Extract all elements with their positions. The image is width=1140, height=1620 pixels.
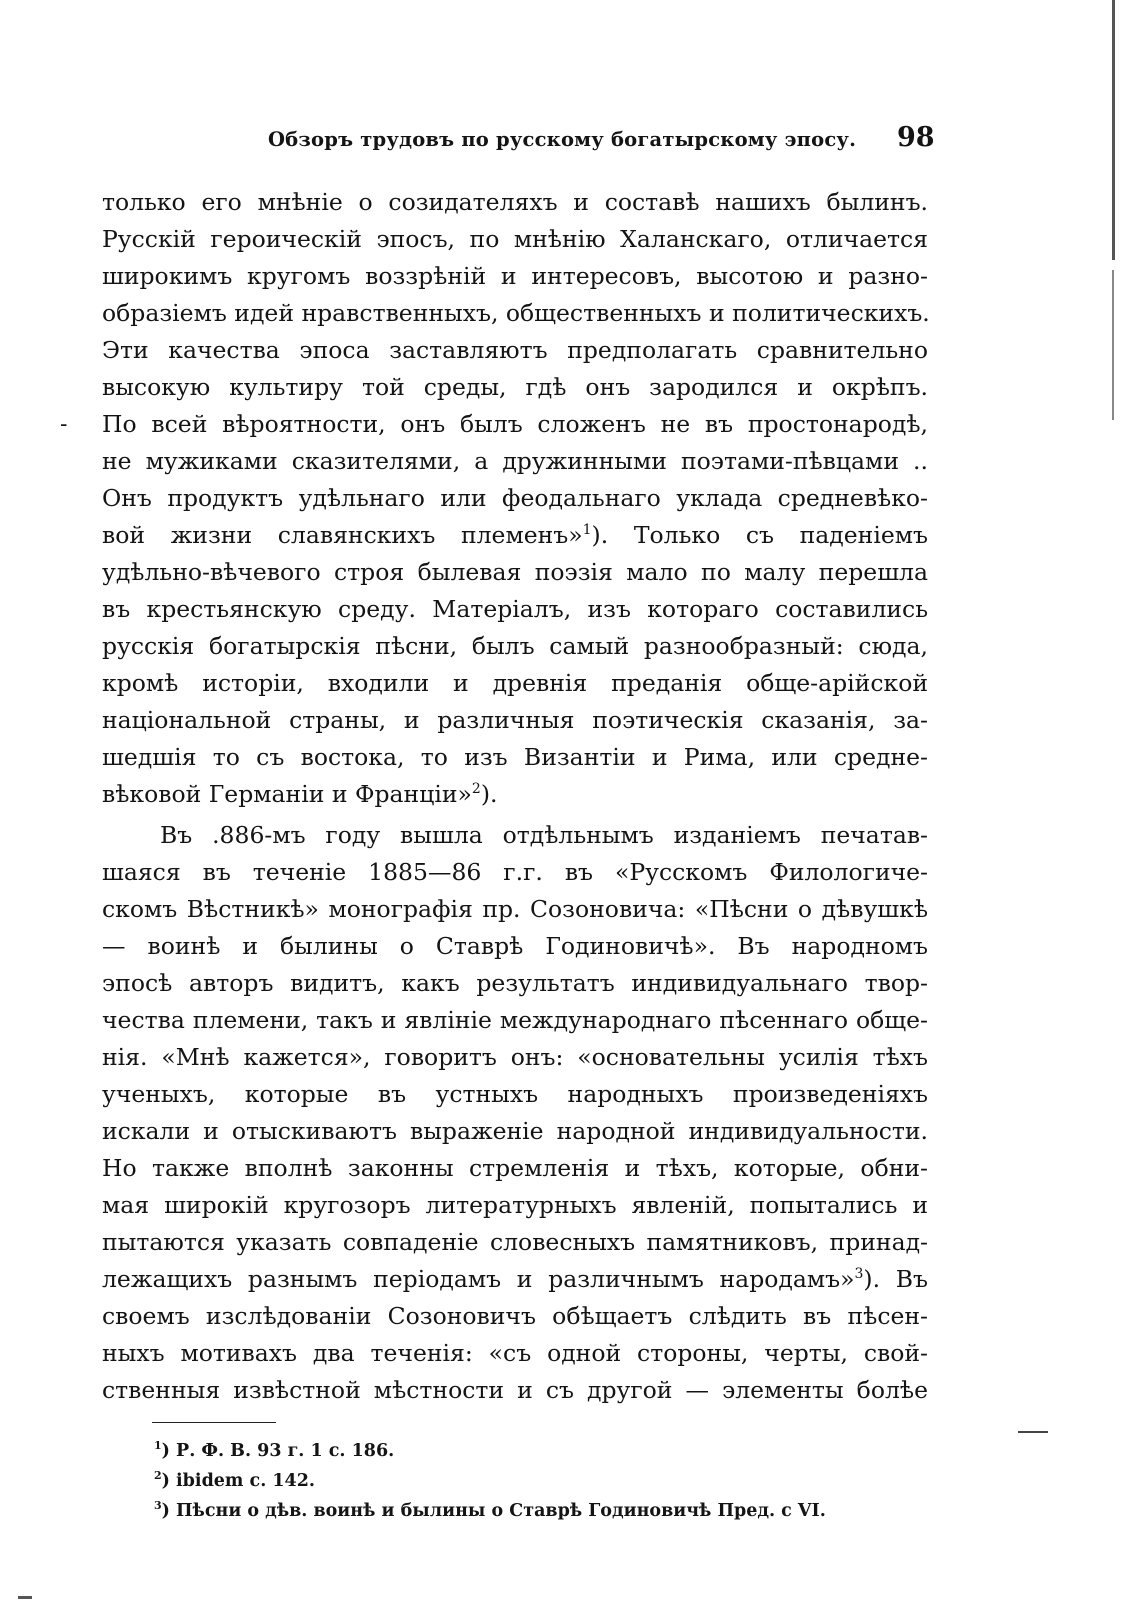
footnote-mark: 2 — [154, 1469, 162, 1482]
footnote-ref-2: 2 — [471, 781, 481, 797]
footnote: $^1$) Р. Ф. В. 93 г. 1 с. 186. — [154, 1439, 395, 1461]
page-number: 98 — [897, 122, 935, 153]
text-line — [102, 1261, 928, 1298]
text-line: Онъ продуктъ удѣльнаго или феодальнаго уклада средневѣко- — [102, 484, 928, 512]
text-line: образіемъ идей нравственныхъ, общественныхъ и политическихъ. — [102, 299, 930, 327]
text-line: ственныя извѣстной мѣстности и съ другой — элементы болѣе — [102, 1376, 928, 1404]
text-line: своемъ изслѣдованіи Созоновичъ обѣщаетъ слѣдить въ пѣсен- — [102, 1302, 928, 1330]
text-line: чества племени, такъ и явлініе международнаго пѣсеннаго обще- — [102, 1006, 928, 1034]
text-segment: ). Только съ паденіемъ — [591, 521, 928, 549]
footnote-ref-1: 1 — [582, 522, 592, 538]
text-line: широкимъ кругомъ воззрѣній и интересовъ, высотою и разно- — [102, 262, 928, 290]
footnote-ref-3: 3 — [854, 1266, 864, 1282]
footnote-text: ibidem с. 142. — [176, 1471, 316, 1491]
text-line: нія. «Мнѣ кажется», говоритъ онъ: «основательны усилія тѣхъ — [102, 1043, 928, 1071]
footnote-mark: 1 — [154, 1439, 162, 1452]
text-line: шедшія то съ востока, то изъ Византіи и Рима, или средне- — [102, 743, 928, 771]
footnote: $^3$) Пѣсни о дѣв. воинѣ и былины о Ставрѣ Годиновичѣ Пред. с VI. — [154, 1499, 826, 1521]
text-line — [102, 776, 928, 813]
text-line: высокую культиру той среды, гдѣ онъ зародился и окрѣпъ. — [102, 373, 928, 401]
scan-speck — [1018, 1431, 1048, 1433]
text-line: національной страны, и различныя поэтическія сказанія, за- — [102, 706, 928, 734]
text-line: По всей вѣроятности, онъ былъ сложенъ не въ простонародѣ, — [102, 410, 928, 438]
footnote-text: Р. Ф. В. 93 г. 1 с. 186. — [176, 1441, 395, 1461]
text-line: скомъ Вѣстникѣ» монографія пр. Созоновича: «Пѣсни о дѣвушкѣ — [102, 895, 928, 923]
text-line — [102, 517, 928, 554]
text-line: Въ .886-мъ году вышла отдѣльнымъ изданіемъ печатав- — [160, 821, 928, 849]
body-text — [102, 184, 928, 1409]
text-line: кромѣ исторіи, входили и древнія преданія обще-арійской — [102, 669, 928, 697]
scan-speck — [18, 1596, 32, 1599]
text-line: удѣльно-вѣчевого строя былевая поэзія мало по малу перешла — [102, 558, 928, 586]
text-line: мая широкій кругозоръ литературныхъ явленій, попытались и — [102, 1191, 928, 1219]
footnote-text: Пѣсни о дѣв. воинѣ и былины о Ставрѣ Годиновичѣ Пред. с VI. — [176, 1501, 826, 1521]
footnote: $^2$) ibidem с. 142. — [154, 1469, 316, 1491]
scan-edge-mark — [1112, 270, 1114, 420]
text-line: Но также вполнѣ законны стремленія и тѣхъ, которые, обни- — [102, 1154, 928, 1182]
text-segment: ). — [480, 780, 498, 808]
text-line: Русскій героическій эпосъ, по мнѣнію Халанскаго, отличается — [102, 225, 928, 253]
page-header — [0, 122, 1140, 162]
text-segment: вѣковой Германіи и Франціи» — [102, 780, 472, 808]
text-line: эпосѣ авторъ видитъ, какъ результатъ индивидуальнаго твор- — [102, 969, 928, 997]
text-line: въ крестьянскую среду. Матеріалъ, изъ котораго составились — [102, 595, 928, 623]
paragraph-1 — [102, 184, 928, 813]
text-line: только его мнѣніе о созидателяхъ и составѣ нашихъ былинъ. — [102, 188, 928, 216]
text-line: искали и отыскиваютъ выраженіе народной индивидуальности. — [102, 1117, 928, 1145]
text-segment: лежащихъ разнымъ періодамъ и различнымъ народамъ» — [102, 1265, 855, 1293]
text-line: Эти качества эпоса заставляютъ предполагать сравнительно — [102, 336, 928, 364]
running-title: Обзоръ трудовъ по русскому богатырскому эпосу. — [268, 128, 857, 151]
text-line: ныхъ мотивахъ два теченія: «съ одной стороны, черты, свой- — [102, 1339, 928, 1367]
text-line: ученыхъ, которые въ устныхъ народныхъ произведеніяхъ — [102, 1080, 928, 1108]
text-line: — воинѣ и былины о Ставрѣ Годиновичѣ». Въ народномъ — [102, 932, 928, 960]
text-segment: вой жизни славянскихъ племенъ» — [102, 521, 583, 549]
text-line: не мужиками сказителями, а дружинными поэтами-пѣвцами .. — [102, 447, 928, 475]
paragraph-2 — [102, 817, 928, 1409]
text-line: пытаются указать совпаденіе словесныхъ памятниковъ, принад- — [102, 1228, 928, 1256]
footnote-separator — [152, 1422, 276, 1423]
footnote-mark: 3 — [154, 1499, 162, 1512]
footnotes — [154, 1436, 914, 1526]
margin-mark: - — [60, 412, 68, 437]
text-line: русскія богатырскія пѣсни, былъ самый разнообразный: сюда, — [102, 632, 928, 660]
text-line: шаяся въ теченіе 1885—86 г.г. въ «Русскомъ Филологиче- — [102, 858, 928, 886]
text-segment: ). Въ — [863, 1265, 928, 1293]
